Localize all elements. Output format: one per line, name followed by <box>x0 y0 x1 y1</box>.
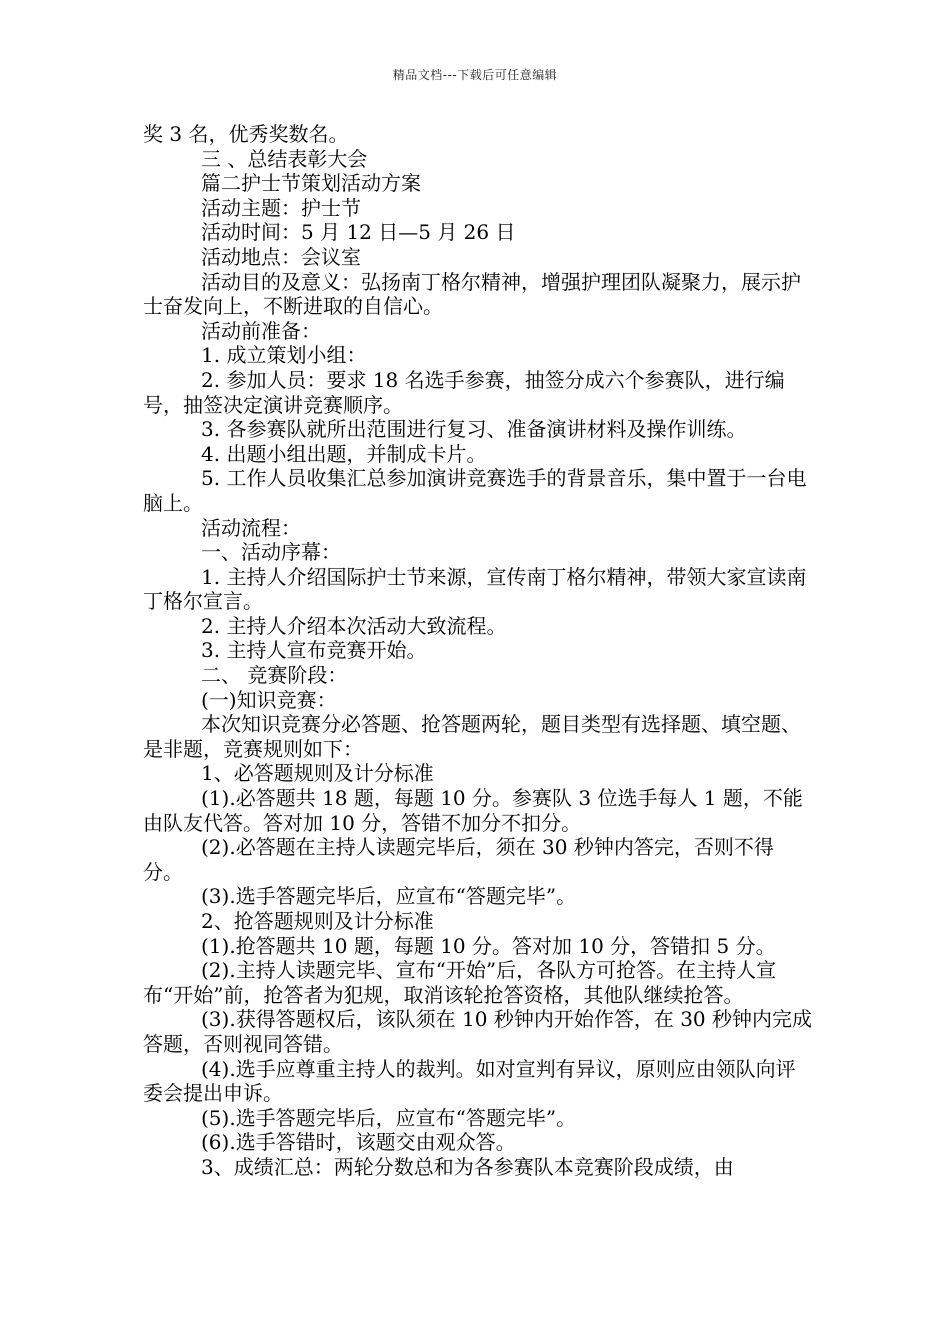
paragraph: (6).选手答错时，该题交由观众答。 <box>201 1130 516 1155</box>
paragraph: 2、抢答题规则及计分标准 <box>201 909 434 933</box>
paragraph: 二、 竞赛阶段： <box>201 663 348 688</box>
paragraph: 2. 参加人员：要求 18 名选手参赛，抽签分成六个参赛队，进行编号，抽签决定演讲竞赛顺序。 <box>143 367 785 417</box>
paragraph: 1、必答题规则及计分标准 <box>201 761 434 786</box>
paragraph: 1. 主持人介绍国际护士节来源，宣传南丁格尔精神，带领大家宣读南丁格尔宣言。 <box>143 564 807 614</box>
paragraph: (3).获得答题权后，该队须在 10 秒钟内开始作答，在 30 秒钟内完成答题，否则视同答错。 <box>143 1007 813 1056</box>
paragraph: (2).必答题在主持人读题完毕后，须在 30 秒钟内答完，否则不得分。 <box>143 835 774 884</box>
paragraph: 活动前准备： <box>201 318 321 343</box>
document-body <box>143 122 813 1180</box>
paragraph: 5. 工作人员收集汇总参加演讲竞赛选手的背景音乐，集中置于一台电脑上。 <box>143 466 807 515</box>
paragraph: 活动时间：5 月 12 日—5 月 26 日 <box>201 220 516 245</box>
paragraph: (1).抢答题共 10 题，每题 10 分。答对加 10 分，答错扣 5 分。 <box>201 933 776 958</box>
paragraph: (2).主持人读题完毕、宣布“开始”后，各队方可抢答。在主持人宣布“开始”前，抢答者为犯规，取消该轮抢答资格，其他队继续抢答。 <box>143 958 777 1007</box>
page-header: 精品文档---下载后可任意编辑 <box>392 68 558 82</box>
paragraph: 3、成绩汇总：两轮分数总和为各参赛队本竞赛阶段成绩，由 <box>201 1154 734 1179</box>
paragraph: 1. 成立策划小组： <box>201 343 367 368</box>
paragraph: (一)知识竞赛： <box>201 687 337 712</box>
paragraph: (1).必答题共 18 题，每题 10 分。参赛队 3 位选手每人 1 题，不能由队友代答。答对加 10 分，答错不加分不扣分。 <box>143 786 803 835</box>
paragraph: 奖 3 名，优秀奖数名。 <box>143 122 349 146</box>
paragraph: 活动目的及意义：弘扬南丁格尔精神，增强护理团队凝聚力，展示护士奋发向上，不断进取的自信心。 <box>143 269 801 319</box>
paragraph: 活动主题：护士节 <box>201 195 361 220</box>
paragraph: 活动流程： <box>201 515 301 540</box>
paragraph: 活动地点：会议室 <box>201 244 361 269</box>
paragraph: 3. 各参赛队就所出范围进行复习、准备演讲材料及操作训练。 <box>201 417 747 442</box>
paragraph: 3. 主持人宣布竞赛开始。 <box>201 638 427 663</box>
paragraph: 三 、总结表彰大会 <box>201 146 368 171</box>
paragraph: (5).选手答题完毕后，应宣布“答题完毕”。 <box>201 1105 577 1130</box>
paragraph: (3).选手答题完毕后，应宣布“答题完毕”。 <box>201 884 577 909</box>
paragraph: 篇二护士节策划活动方案 <box>201 171 421 196</box>
paragraph: 4. 出题小组出题，并制成卡片。 <box>201 441 487 466</box>
paragraph: 本次知识竞赛分必答题、抢答题两轮，题目类型有选择题、填空题、是非题，竞赛规则如下： <box>143 712 801 761</box>
paragraph: 2. 主持人介绍本次活动大致流程。 <box>201 613 507 638</box>
paragraph: (4).选手应尊重主持人的裁判。如对宣判有异议，原则应由领队向评委会提出申诉。 <box>143 1056 796 1106</box>
paragraph: 一、活动序幕： <box>201 540 341 565</box>
